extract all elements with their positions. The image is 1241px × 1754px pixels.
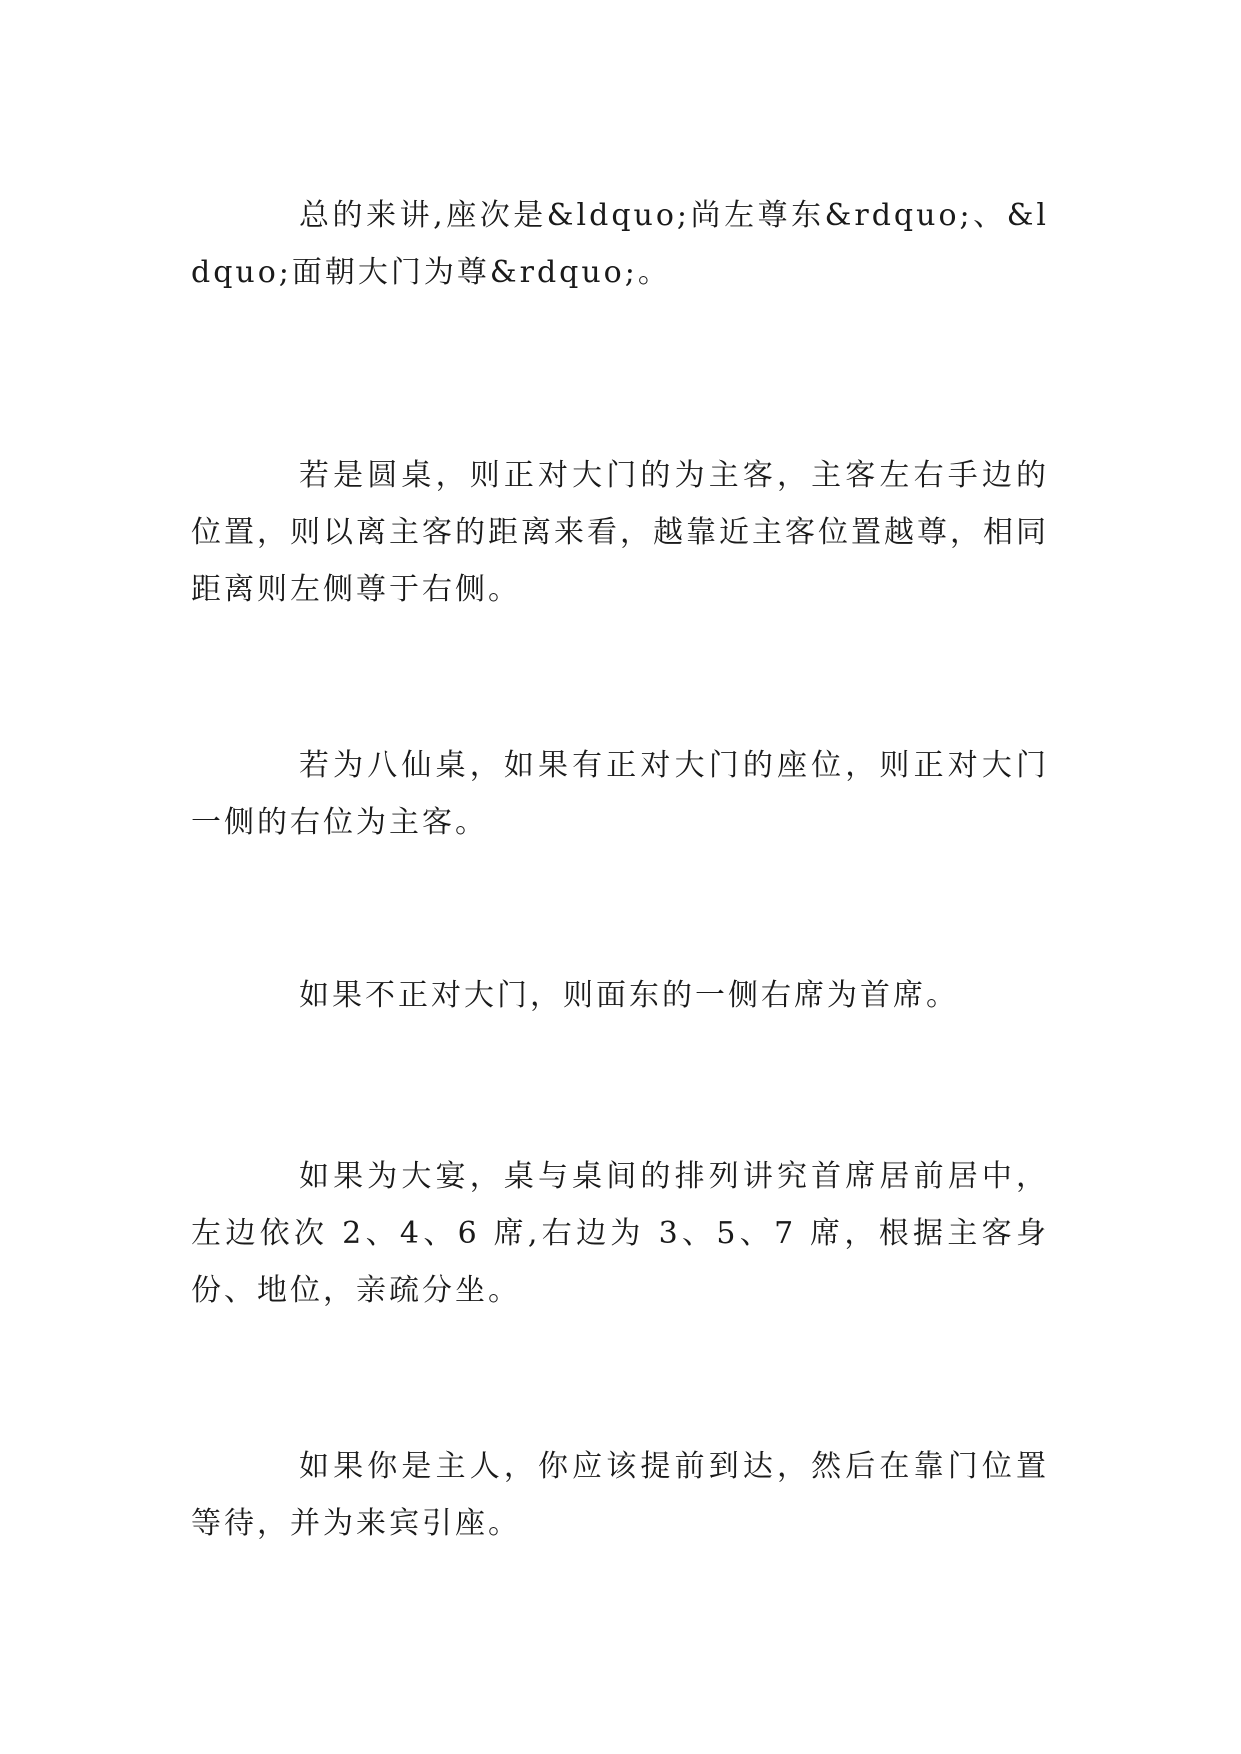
paragraph-seating-summary: 总的来讲,座次是&ldquo;尚左尊东&rdquo;、&ldquo;面朝大门为尊&rdquo;。 bbox=[191, 198, 1049, 290]
paragraph-not-facing-door: 如果不正对大门，则面东的一侧右席为首席。 bbox=[299, 978, 959, 1013]
paragraph-square-table: 若为八仙桌，如果有正对大门的座位，则正对大门一侧的右位为主客。 bbox=[191, 748, 1049, 840]
paragraph-host: 如果你是主人，你应该提前到达，然后在靠门位置等待，并为来宾引座。 bbox=[191, 1449, 1049, 1541]
paragraph-round-table: 若是圆桌，则正对大门的为主客，主客左右手边的位置，则以离主客的距离来看，越靠近主客位置越尊，相同距离则左侧尊于右侧。 bbox=[191, 458, 1049, 607]
paragraph-banquet: 如果为大宴，桌与桌间的排列讲究首席居前居中，左边依次 2、4、6 席,右边为 3、5、7 席，根据主客身份、地位，亲疏分坐。 bbox=[191, 1159, 1049, 1308]
